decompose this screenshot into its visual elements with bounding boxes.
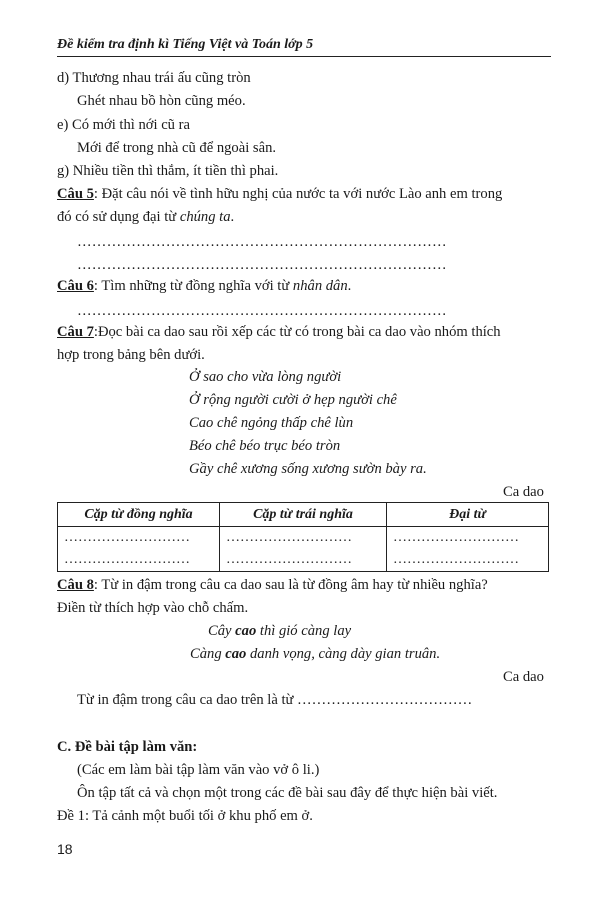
table-header-row — [58, 503, 549, 527]
q5-end: . — [230, 209, 235, 225]
proverb-e-line2: Mới để trong nhà cũ để ngoài sân. — [77, 140, 277, 156]
col-antonyms-header: Cặp từ trái nghĩa — [220, 503, 387, 527]
word-classification-table — [57, 502, 549, 572]
q8-source: Ca dao — [503, 669, 544, 685]
q6-text: : Tìm những từ đồng nghĩa với từ — [93, 278, 293, 294]
proverb-g-line: g) Nhiều tiền thì thắm, ít tiền thì phai. — [57, 163, 279, 179]
q8-verse-2c: danh vọng, càng dày gian truân. — [246, 646, 441, 662]
page-header: Đề kiểm tra định kì Tiếng Việt và Toán lớp 5 — [57, 37, 314, 52]
q5-answer-line-1: ………………………………………………………………… — [77, 234, 447, 250]
q8-verse-1a: Cây — [208, 623, 236, 639]
q8-text-2: Điền từ thích hợp vào chỗ chấm. — [57, 600, 249, 616]
q5-text-2: đó có sử dụng đại từ — [57, 209, 180, 225]
q7-label: Câu 7 — [57, 324, 94, 340]
antonyms-dots-2: ……………………… — [226, 552, 353, 567]
part-c-title: C. Đề bài tập làm văn: — [57, 739, 198, 755]
q7-text-2: hợp trong bảng bên dưới. — [57, 347, 205, 363]
proverb-e-line1: e) Có mới thì nới cũ ra — [57, 117, 190, 133]
pronouns-dots-1: ……………………… — [392, 530, 519, 545]
q7-source: Ca dao — [503, 484, 544, 500]
part-c-instruction: Ôn tập tất cả và chọn một trong các đề bài sau đây để thực hiện bài viết. — [77, 785, 498, 801]
poem-line-2: Ở rộng người cười ở hẹp người chê — [189, 392, 397, 408]
header-rule — [57, 56, 551, 57]
q5-line-2 — [57, 208, 234, 226]
question-7 — [57, 323, 501, 341]
part-c-note: (Các em làm bài tập làm văn vào vở ô li.) — [77, 762, 320, 778]
col-pronouns-header: Đại từ — [386, 503, 548, 527]
essay-topic-1: Đề 1: Tả cảnh một buổi tối ở khu phố em ở. — [57, 808, 313, 824]
q8-verse-1 — [208, 622, 351, 640]
q8-bold-word-2: cao — [225, 646, 247, 662]
pronouns-cell[interactable] — [386, 527, 548, 572]
question-8 — [57, 576, 488, 594]
q6-label: Câu 6 — [57, 278, 94, 294]
poem-line-3: Cao chê ngỏng thấp chê lùn — [189, 415, 354, 431]
question-5 — [57, 185, 502, 203]
q5-label: Câu 5 — [57, 186, 94, 202]
q8-bold-word-1: cao — [235, 623, 257, 639]
q8-verse-2a: Càng — [190, 646, 226, 662]
q6-end: . — [347, 278, 352, 294]
poem-line-5: Gầy chê xương sống xương sườn bày ra. — [189, 461, 427, 477]
proverb-d-line2: Ghét nhau bồ hòn cũng méo. — [77, 93, 246, 109]
proverb-d-line1: d) Thương nhau trái ấu cũng tròn — [57, 70, 251, 86]
antonyms-cell[interactable] — [220, 527, 387, 572]
antonyms-dots-1: ……………………… — [226, 530, 353, 545]
synonyms-dots-2: ……………………… — [64, 552, 190, 567]
question-6 — [57, 277, 351, 295]
page-number: 18 — [57, 841, 73, 857]
synonyms-dots-1: ……………………… — [64, 530, 190, 545]
q8-label: Câu 8 — [57, 577, 94, 593]
q6-emphasis: nhân dân — [292, 278, 348, 294]
table-row — [58, 527, 549, 572]
poem-line-1: Ở sao cho vừa lòng người — [189, 369, 342, 385]
synonyms-cell[interactable] — [58, 527, 220, 572]
col-synonyms-header: Cặp từ đồng nghĩa — [58, 503, 220, 527]
q7-text-1: :Đọc bài ca dao sau rồi xếp các từ có trong bài ca dao vào nhóm thích — [93, 324, 501, 340]
q8-answer-line[interactable]: Từ in đậm trong câu ca dao trên là từ ……………………………… — [77, 692, 473, 708]
poem-line-4: Béo chê béo trục béo tròn — [189, 438, 341, 454]
q5-text-1: : Đặt câu nói về tình hữu nghị của nước ta với nước Lào anh em trong — [93, 186, 503, 202]
q5-emphasis: chúng ta — [179, 209, 231, 225]
q5-answer-line-2: ………………………………………………………………… — [77, 257, 447, 273]
q8-verse-1c: thì gió càng lay — [256, 623, 352, 639]
q8-verse-2 — [190, 645, 440, 663]
q8-text-1: : Từ in đậm trong câu ca dao sau là từ đồng âm hay từ nhiều nghĩa? — [93, 577, 488, 593]
q6-answer-line: ………………………………………………………………… — [77, 303, 447, 319]
pronouns-dots-2: ……………………… — [392, 552, 519, 567]
